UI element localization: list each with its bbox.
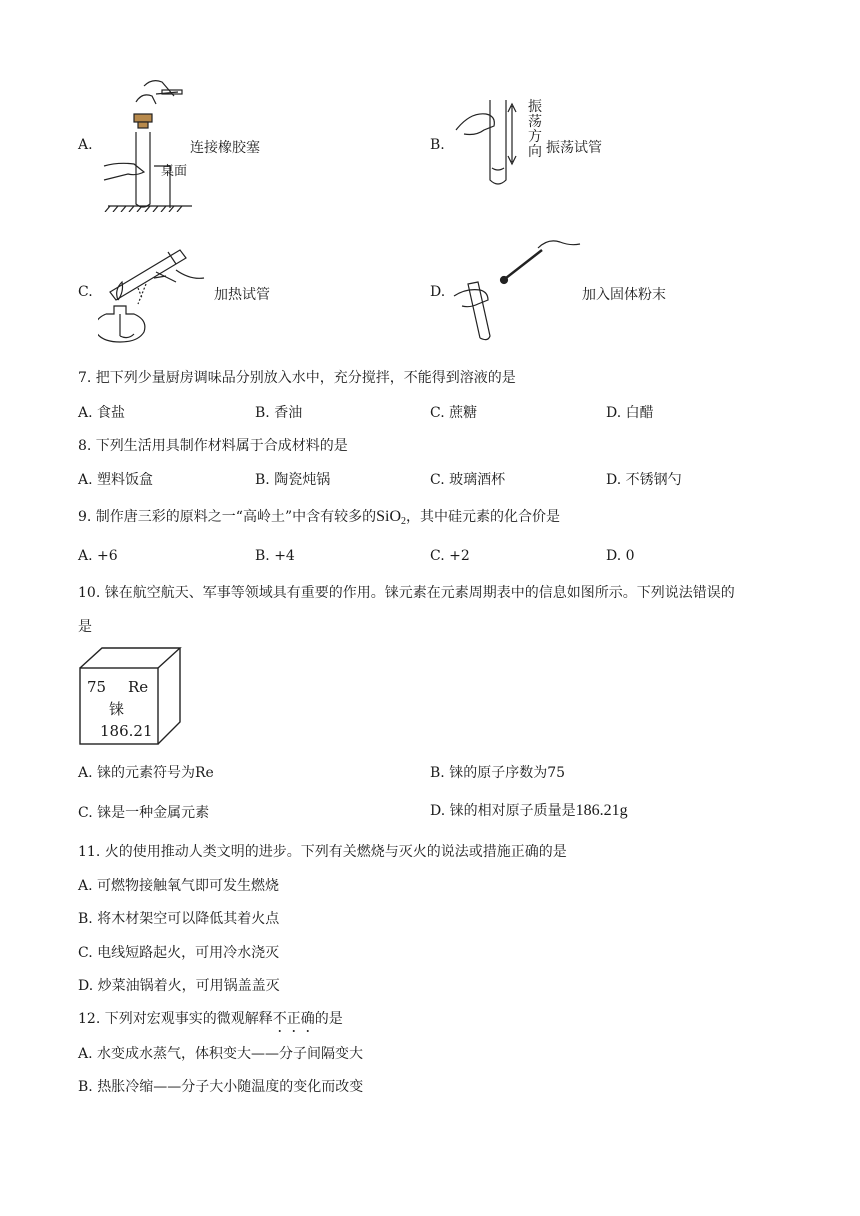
rhenium-element-tile: [78, 646, 182, 746]
q6-option-c-letter: C.: [78, 284, 93, 300]
q6-option-d-text: 加入固体粉末: [582, 287, 666, 303]
q11-option-d: D. 炒菜油锅着火，可用锅盖盖灭: [78, 978, 280, 994]
q11-stem: 11. 火的使用推动人类文明的进步。下列有关燃烧与灭火的说法或措施正确的是: [78, 844, 567, 860]
q12-option-b: B. 热胀冷缩——分子大小随温度的变化而改变: [78, 1079, 364, 1095]
q9-option-d: D. 0: [606, 548, 635, 564]
element-symbol: Re: [128, 678, 149, 696]
atomic-mass-value: 186.21g: [575, 802, 628, 819]
atomic-mass: 186.21: [100, 722, 153, 740]
q12-option-a: A. 水变成水蒸气，体积变大——分子间隔变大: [78, 1046, 364, 1062]
q10-stem-line2: 是: [78, 619, 92, 635]
q7-option-b: B. 香油: [255, 405, 303, 421]
atomic-number: 75: [87, 678, 107, 696]
shake-test-tube-figure: [452, 96, 522, 190]
q7-option-a: A. 食盐: [78, 405, 126, 421]
q6-option-b-text: 振荡试管: [546, 140, 602, 156]
shaking-direction-label: 振荡方向: [528, 99, 542, 160]
q6-option-d-letter: D.: [430, 284, 446, 300]
q11-option-c: C. 电线短路起火，可用冷水浇灭: [78, 945, 280, 961]
q7-option-c: C. 蔗糖: [430, 405, 478, 421]
q10-option-d: D. 铼的相对原子质量是186.21g: [430, 802, 628, 819]
heat-test-tube-figure: [98, 232, 208, 344]
q10-option-a: A. 铼的元素符号为Re: [78, 765, 214, 781]
q6-option-a-text: 连接橡胶塞: [190, 140, 260, 156]
q8-option-b: B. 陶瓷炖锅: [255, 472, 331, 488]
q10-option-c: C. 铼是一种金属元素: [78, 805, 210, 821]
q6-option-a-letter: A.: [78, 137, 93, 153]
emphasis-char: 正: [286, 1011, 301, 1027]
q7-option-d: D. 白醋: [606, 405, 654, 421]
silicon-dioxide-formula: SiO$_2$: [376, 508, 407, 527]
stopper-insertion-figure: [96, 76, 196, 212]
q10-option-b: B. 铼的原子序数为75: [430, 765, 566, 781]
q9-stem-after: ，其中硅元素的化合价是: [406, 509, 561, 525]
tabletop-label: 桌面: [161, 164, 188, 179]
emphasis-char: 确: [300, 1011, 315, 1027]
q10-stem-line1: 10. 铼在航空航天、军事等领域具有重要的作用。铼元素在元素周期表中的信息如图所示。下列说法错误的: [78, 585, 735, 601]
q8-stem: 8. 下列生活用具制作材料属于合成材料的是: [78, 438, 348, 454]
q12-stem: 12. 下列对宏观事实的微观解释不正确的是: [78, 1011, 343, 1027]
q9-option-c: C. +2: [430, 548, 470, 564]
q8-option-c: C. 玻璃酒杯: [430, 472, 506, 488]
q6-option-b-letter: B.: [430, 137, 445, 153]
q11-option-a: A. 可燃物接触氧气即可发生燃烧: [78, 878, 280, 894]
emphasis-char: 不: [272, 1011, 287, 1027]
q8-option-d: D. 不锈钢勺: [606, 472, 682, 488]
q6-option-c-text: 加热试管: [214, 287, 270, 303]
q9-option-a: A. +6: [78, 548, 118, 564]
q7-stem: 7. 把下列少量厨房调味品分别放入水中，充分搅拌，不能得到溶液的是: [78, 370, 516, 386]
element-name: 铼: [109, 700, 125, 718]
add-powder-figure: [452, 234, 584, 344]
q9-stem: [78, 506, 560, 527]
q11-option-b: B. 将木材架空可以降低其着火点: [78, 911, 280, 927]
q9-stem-before: 9. 制作唐三彩的原料之一“高岭土”中含有较多的: [78, 509, 377, 525]
q9-option-b: B. +4: [255, 548, 295, 564]
q8-option-a: A. 塑料饭盒: [78, 472, 154, 488]
